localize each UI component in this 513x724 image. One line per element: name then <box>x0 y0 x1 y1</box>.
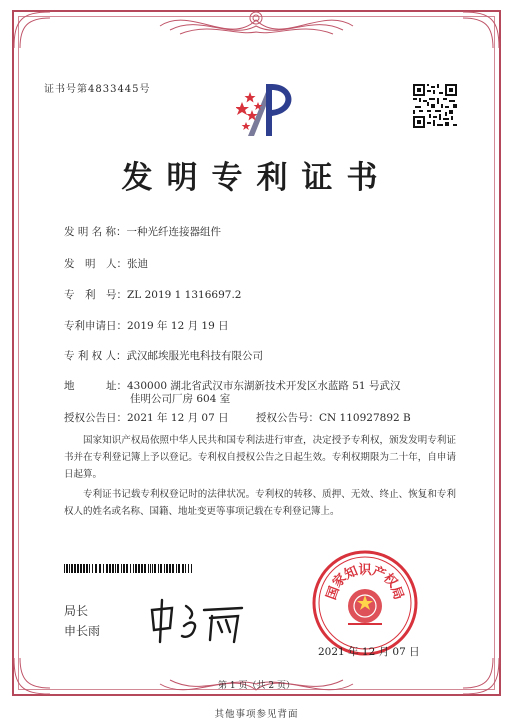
field-patentee <box>64 348 263 363</box>
invention-name-value: 一种光纤连接器组件 <box>126 226 222 238</box>
seal-char: 识 <box>358 563 372 578</box>
address-line1: 430000 湖北省武汉市东湖新技术开发区水蓝路 51 号武汉 <box>127 380 401 392</box>
corner-ornament-tl <box>12 10 52 50</box>
grant-date-value: 2021 年 12 月 07 日 <box>127 412 229 424</box>
field-grant-no <box>256 410 411 425</box>
field-invention-name <box>64 224 221 239</box>
field-address <box>64 378 400 393</box>
patent-no-label: 专 利 号： <box>64 289 127 301</box>
page-number: 第 1 页（共 2 页） <box>218 681 295 691</box>
field-filing-date <box>64 318 229 333</box>
director-title: 局长 <box>64 604 89 618</box>
seal-char: 家 <box>330 571 351 592</box>
official-seal <box>310 548 420 658</box>
footer-note: 其他事项参见背面 <box>214 709 299 720</box>
seal-char: 权 <box>379 571 400 592</box>
seal-char: 国 <box>323 584 343 602</box>
inventor-label: 发 明 人： <box>64 258 127 270</box>
paragraph-grant-statement: 国家知识产权局依照中华人民共和国专利法进行审查，决定授予专利权，颁发发明专利证书并在专利登记簿上予以登记。专利权自授权公告之日起生效。专利权期限为二十年，自申请日起算。 <box>64 435 456 480</box>
seal-date: 2021 年 12 月 07 日 <box>318 646 420 658</box>
seal-char: 局 <box>387 584 407 602</box>
barcode <box>64 564 194 573</box>
cnipa-emblem-icon <box>236 78 302 142</box>
seal-char: 知 <box>342 563 361 583</box>
address-label: 地 址： <box>64 380 127 392</box>
address-line2: 佳明公司厂房 604 室 <box>130 393 231 405</box>
grant-no-value: CN 110927892 B <box>319 412 411 424</box>
qr-code <box>413 84 457 128</box>
grant-date-label: 授权公告日： <box>64 412 127 424</box>
field-inventor <box>64 256 148 271</box>
top-ornament <box>150 6 363 46</box>
seal-char: 产 <box>369 563 388 583</box>
certificate-title: 发明专利证书 <box>121 160 392 196</box>
field-grant-date <box>64 410 229 425</box>
patent-no-value: ZL 2019 1 1316697.2 <box>127 289 242 301</box>
paragraph-legal-status: 专利证书记载专利权登记时的法律状况。专利权的转移、质押、无效、终止、恢复和专利权人的姓名或名称、国籍、地址变更等事项记载在专利登记簿上。 <box>64 489 456 517</box>
patentee-value: 武汉邮埃服光电科技有限公司 <box>126 350 264 362</box>
filing-date-value: 2019 年 12 月 19 日 <box>127 320 229 332</box>
field-patent-no <box>64 287 241 302</box>
certificate-number: 证书号第4833445号 <box>44 84 151 95</box>
inventor-value: 张迪 <box>127 258 148 270</box>
patentee-label: 专 利 权 人： <box>64 350 127 362</box>
grant-no-label: 授权公告号： <box>256 412 319 424</box>
corner-ornament-tr <box>461 10 501 50</box>
director-signature <box>146 596 256 646</box>
filing-date-label: 专利申请日： <box>64 320 127 332</box>
invention-name-label: 发 明 名 称： <box>64 226 127 238</box>
director-name: 申长雨 <box>64 624 101 638</box>
